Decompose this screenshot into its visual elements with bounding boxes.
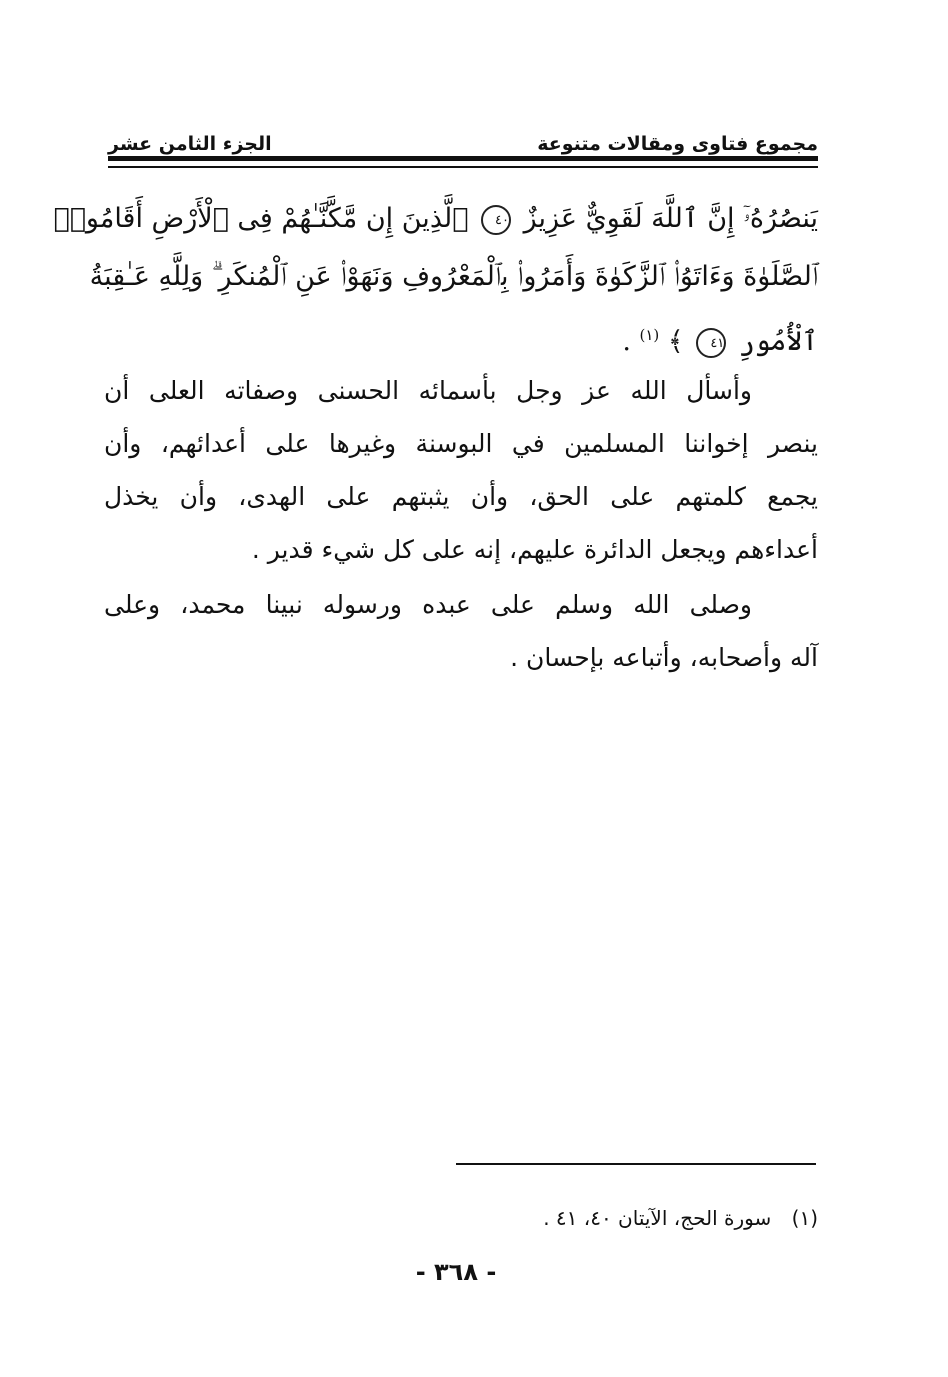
- verse-end-period: .: [622, 326, 631, 357]
- ayah-number-marker: ٤١: [696, 328, 726, 358]
- verse-closing-bracket: ﴾: [667, 326, 684, 357]
- quran-verse: [53, 190, 818, 364]
- verse-line-3: [104, 306, 818, 364]
- header-rule-thin: [108, 166, 818, 168]
- paragraph-line: أعداءهم ويجعل الدائرة عليهم، إنه على كل شيء قدير .: [251, 535, 818, 564]
- verse-line-1: [53, 190, 818, 248]
- verse-line-2: ٱلصَّلَوٰةَ وَءَاتَوُا۟ ٱلزَّكَوٰةَ وَأَمَرُوا۟ بِٱلْمَعْرُوفِ وَنَهَوْا۟ عَنِ ٱلْمُنكَرِ ۗ وَلِلَّهِ عَـٰقِبَةُ: [89, 261, 818, 292]
- footnote: [300, 1200, 818, 1236]
- footnote-text: سورة الحج، الآيتان ٤٠، ٤١ .: [543, 1206, 772, 1230]
- book-title: مجموع فتاوى ومقالات متنوعة: [537, 133, 818, 155]
- footnote-number: (١): [791, 1206, 818, 1230]
- verse-segment-2: ٱلَّذِينَ إِن مَّكَّنَّـٰهُمْ فِى ٱلْأَرْضِ أَقَامُوا۟: [53, 203, 469, 234]
- running-header: [108, 120, 818, 154]
- footnote-reference: (١): [639, 326, 660, 344]
- page-number: - ٣٦٨ -: [415, 1258, 497, 1286]
- paragraph-line: آله وأصحابه، وأتباعه بإحسان .: [510, 643, 818, 672]
- paragraph-line: ينصر إخواننا المسلمين في البوسنة وغيرها على أعدائهم، وأن: [104, 429, 818, 458]
- paragraph-line: وأسأل الله عز وجل بأسمائه الحسنى وصفاته العلى أن: [104, 376, 752, 405]
- verse-segment-3: ٱلْأُمُورِ: [738, 326, 818, 357]
- paragraph-supplication: [104, 364, 818, 576]
- ayah-number-marker: ٤٠: [481, 205, 511, 235]
- paragraph-line: وصلى الله وسلم على عبده ورسوله نبينا محمد، وعلى: [104, 590, 752, 619]
- volume-title: الجزء الثامن عشر: [108, 133, 272, 155]
- paragraph-line: يجمع كلمتهم على الحق، وأن يثبتهم على الهدى، وأن يخذل: [104, 482, 818, 511]
- paragraph-closing: [104, 578, 818, 684]
- verse-segment-1: يَنصُرُهُۥٓ إِنَّ ٱللَّهَ لَقَوِيٌّ عَزِيزٌ: [523, 203, 818, 234]
- header-rule-thick: [108, 156, 818, 161]
- footnote-separator: [456, 1163, 816, 1165]
